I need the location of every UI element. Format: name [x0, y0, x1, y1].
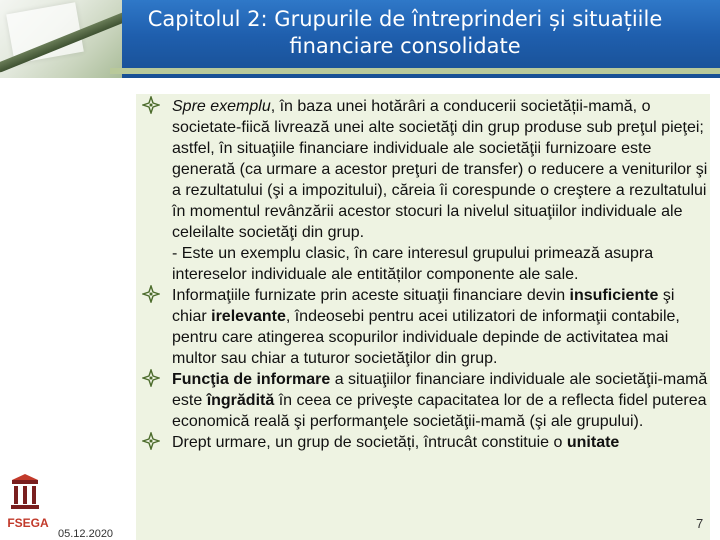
diamond-bullet-icon	[142, 432, 160, 450]
logo-text: FSEGA	[7, 516, 49, 530]
fsega-logo	[4, 472, 48, 538]
bullet-paragraph-2	[142, 285, 710, 369]
slide-content	[142, 96, 710, 540]
paragraph-2-text-d: , îndeosebi pentru acei utilizatori de informaţii contabile, pentru care atingerea scopurilor individuale depinde de activitatea mai multor sau chiar a tuturor societăţilor din grup.	[172, 308, 680, 367]
bullet-paragraph-4	[142, 432, 710, 453]
paragraph-4-text-a: Drept urmare, un grup de societăți, întrucât constituie o	[172, 434, 567, 451]
slide-date: 05.12.2020	[58, 528, 114, 540]
header-accent-bar	[110, 68, 720, 74]
page-number: 7	[696, 516, 704, 531]
information-function-bold: Funcţia de informare	[172, 371, 331, 388]
paragraph-1-note: - Este un exemplu clasic, în care interesul grupului primează asupra intereselor individuale ale entităților componente ale sale.	[172, 245, 654, 283]
bullet-paragraph-1	[142, 96, 710, 285]
paragraph-3-text-c: în ceea ce priveşte capacitatea lor de a reflecta fidel puterea economică reală şi performanţele societăţii-mamă (şi ale grupului).	[172, 392, 707, 430]
paragraph-2-text-a: Informaţiile furnizate prin aceste situaţii financiare devin	[172, 287, 570, 304]
unit-bold: unitate	[566, 434, 620, 451]
slide-title	[110, 6, 700, 60]
diamond-bullet-icon	[142, 369, 160, 387]
slide-title-line2: financiare consolidate	[289, 34, 521, 58]
example-italic: Spre exemplu	[172, 98, 271, 115]
slide-title-line1: Capitolul 2: Grupurile de întreprinderi și situațiile	[147, 7, 663, 31]
paragraph-2-text-c: şi chiar	[172, 287, 675, 325]
diamond-bullet-icon	[142, 285, 160, 303]
header-photo	[0, 0, 122, 78]
paragraph-3-text-a: a situaţiilor financiare individuale ale societăţii-mamă este	[172, 371, 708, 409]
restricted-bold: îngrădită	[206, 392, 275, 409]
university-crest-icon	[8, 474, 42, 514]
bullet-paragraph-3	[142, 369, 710, 432]
insufficient-bold: insuficiente	[569, 287, 659, 304]
diamond-bullet-icon	[142, 96, 160, 114]
slide-header	[0, 0, 720, 78]
paragraph-1-text: , în baza unei hotărâri a conducerii societății-mamă, o societate-fiică livrează unei alte societăţi din grup produse sub preţul pieţei; astfel, în situaţiile financiare individuale ale societăţii furnizoare este generată (ca urmare a acestor preţuri de transfer) o reducere a veniturilor şi a rezultatului (şi a impozitului), căreia îi corespunde o creştere a rezultatului în momentul revânzării acestor stocuri la nivelul situaţiilor individuale ale celeilalte societăţi din grup.	[172, 98, 708, 241]
irrelevant-bold: irelevante	[211, 308, 286, 325]
